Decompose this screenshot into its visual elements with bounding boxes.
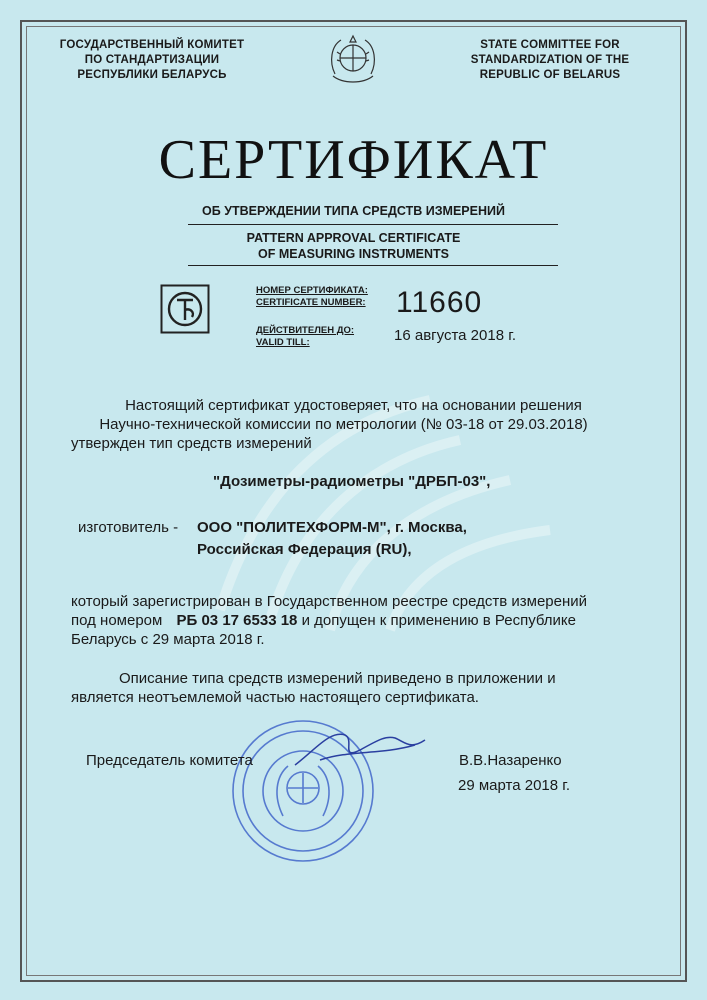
- signature-date: 29 марта 2018 г.: [458, 777, 571, 794]
- divider: [188, 224, 558, 225]
- header-right-line: STATE COMMITTEE FOR: [480, 39, 620, 51]
- valid-label-ru: ДЕЙСТВИТЕЛЕН ДО:: [256, 325, 355, 336]
- header-right-line: STANDARDIZATION OF THE: [470, 54, 630, 66]
- registry-prefix: под номером: [71, 612, 163, 629]
- paragraph-line: который зарегистрирован в Государственном реестре средств измерений: [71, 593, 588, 610]
- header-left-line: ГОСУДАРСТВЕННЫЙ КОМИТЕТ: [59, 39, 245, 51]
- manufacturer-label: изготовитель -: [78, 519, 179, 536]
- registry-suffix: и допущен к применению в Республике: [301, 612, 576, 629]
- header-right-line: REPUBLIC OF BELARUS: [479, 69, 621, 81]
- committee-logo-icon: [160, 284, 210, 334]
- valid-label-en: VALID TILL:: [256, 337, 310, 348]
- paragraph-line: утвержден тип средств измерений: [71, 435, 312, 452]
- paragraph-line: Описание типа средств измерений приведено в приложении и: [119, 670, 556, 687]
- manufacturer-line: Российская Федерация (RU),: [197, 541, 412, 558]
- certificate-number-label: [256, 285, 368, 309]
- header-left-line: ПО СТАНДАРТИЗАЦИИ: [84, 54, 220, 66]
- chairman-label: Председатель комитета: [86, 752, 253, 769]
- subtitle-ru: ОБ УТВЕРЖДЕНИИ ТИПА СРЕДСТВ ИЗМЕРЕНИЙ: [202, 204, 505, 218]
- subtitle-en-line: PATTERN APPROVAL CERTIFICATE: [246, 231, 461, 245]
- document-title: СЕРТИФИКАТ: [158, 129, 549, 191]
- header-right-en: [450, 38, 650, 83]
- divider: [188, 265, 558, 266]
- subtitle-en-line: OF MEASURING INSTRUMENTS: [258, 247, 449, 261]
- number-label-en: CERTIFICATE NUMBER:: [256, 297, 366, 308]
- paragraph-line: Научно-технической комиссии по метрологии (№ 03-18 от 29.03.2018): [99, 416, 588, 433]
- paragraph-registry: [71, 592, 587, 649]
- paragraph-description: [71, 669, 556, 707]
- valid-till-label: [256, 325, 354, 349]
- header-left-line: РЕСПУБЛИКИ БЕЛАРУСЬ: [77, 69, 227, 81]
- manufacturer-line: ООО "ПОЛИТЕХФОРМ-М", г. Москва,: [197, 519, 467, 536]
- number-label-ru: НОМЕР СЕРТИФИКАТА:: [256, 285, 368, 296]
- registry-number: РБ 03 17 6533 18: [176, 612, 298, 629]
- header-left-ru: [52, 38, 252, 83]
- paragraph-line: Беларусь с 29 марта 2018 г.: [71, 631, 265, 648]
- chairman-name: В.В.Назаренко: [459, 752, 562, 769]
- certificate-number: 11660: [396, 286, 483, 319]
- valid-till-date: 16 августа 2018 г.: [394, 327, 517, 344]
- paragraph-line: Настоящий сертификат удостоверяет, что на основании решения: [125, 397, 582, 414]
- subtitle-en: [0, 230, 707, 262]
- paragraph-approval: [0, 396, 707, 453]
- instrument-name: "Дозиметры-радиометры "ДРБП-03",: [213, 473, 491, 490]
- state-emblem-icon: [327, 32, 379, 88]
- signature-mark: [290, 720, 430, 780]
- paragraph-line: [71, 611, 587, 630]
- paragraph-line: является неотъемлемой частью настоящего сертификата.: [71, 689, 479, 706]
